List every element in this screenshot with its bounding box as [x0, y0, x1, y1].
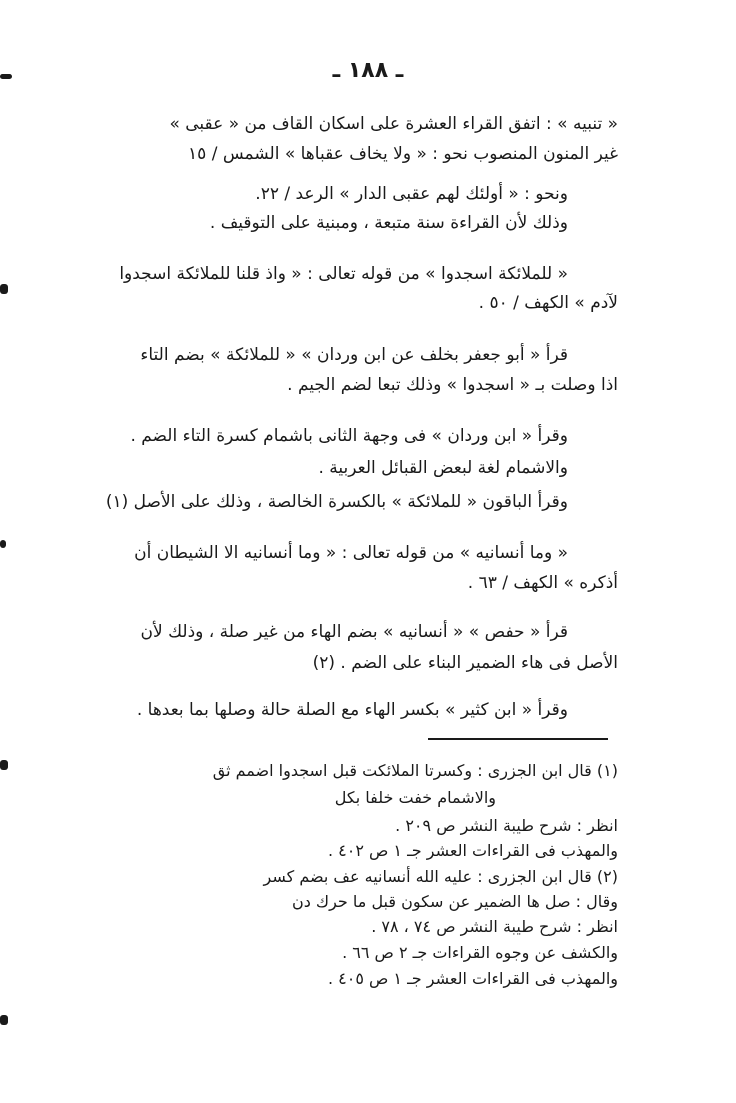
body-line: والاشمام لغة لبعض القبائل العربية . — [318, 458, 568, 478]
body-line: قرأ « حفص » « أنسانيه » بضم الهاء من غير صلة ، وذلك لأن — [140, 622, 568, 642]
scan-edge-mark — [0, 540, 6, 548]
footnote-line: (١) قال ابن الجزرى : وكسرتا الملائكت قبل اسجدوا اضمم ثق — [212, 761, 618, 780]
footnote-divider — [428, 738, 608, 740]
body-line: « للملائكة اسجدوا » من قوله تعالى : « واذ قلنا للملائكة اسجدوا — [119, 264, 568, 284]
body-line: « وما أنسانيه » من قوله تعالى : « وما أنسانيه الا الشيطان أن — [134, 543, 568, 563]
page-number: ـ ١٨٨ ـ — [332, 58, 404, 83]
body-line: وقرأ « ابن وردان » فى وجهة الثانى باشمام كسرة التاء الضم . — [130, 426, 568, 446]
body-line: « تنبيه » : اتفق القراء العشرة على اسكان القاف من « عقبى » — [169, 114, 618, 134]
scan-edge-mark — [0, 1015, 8, 1025]
footnote-line: انظر : شرح طيبة النشر ص ٧٤ ، ٧٨ . — [371, 917, 618, 936]
body-line: وقرأ الباقون « للملائكة » بالكسرة الخالصة ، وذلك على الأصل (١) — [105, 492, 568, 512]
footnote-line: (٢) قال ابن الجزرى : عليه الله أنسانيه عف بضم كسر — [263, 867, 618, 886]
body-line: لآدم » الكهف / ٥٠ . — [478, 293, 618, 313]
footnote-line: والاشمام خفت خلفا بكل — [334, 788, 496, 807]
footnote-line: والمهذب فى القراءات العشر جـ ١ ص ٤٠٢ . — [327, 841, 618, 860]
footnote-line: انظر : شرح طيبة النشر ص ٢٠٩ . — [395, 816, 618, 835]
body-line: وقرأ « ابن كثير » بكسر الهاء مع الصلة حالة وصلها بما بعدها . — [136, 700, 568, 720]
body-line: وذلك لأن القراءة سنة متبعة ، ومبنية على التوقيف . — [209, 213, 568, 233]
body-line: الأصل فى هاء الضمير البناء على الضم . (٢) — [312, 653, 618, 673]
scan-edge-mark — [0, 74, 12, 79]
body-line: ونحو : « أولئك لهم عقبى الدار » الرعد / ٢٢. — [255, 184, 568, 204]
body-line: غير المنون المنصوب نحو : « ولا يخاف عقباها » الشمس / ١٥ — [188, 144, 618, 164]
scan-edge-mark — [0, 760, 8, 770]
body-line: قرأ « أبو جعفر بخلف عن ابن وردان » « للملائكة » بضم التاء — [140, 345, 568, 365]
footnote-line: وقال : صل ها الضمير عن سكون قبل ما حرك دن — [291, 892, 618, 911]
body-line: اذا وصلت بـ « اسجدوا » وذلك تبعا لضم الجيم . — [287, 375, 618, 395]
body-line: أذكره » الكهف / ٦٣ . — [467, 573, 618, 593]
scan-edge-mark — [0, 284, 8, 294]
footnote-line: والكشف عن وجوه القراءات جـ ٢ ص ٦٦ . — [342, 943, 618, 962]
footnote-line: والمهذب فى القراءات العشر جـ ١ ص ٤٠٥ . — [327, 969, 618, 988]
